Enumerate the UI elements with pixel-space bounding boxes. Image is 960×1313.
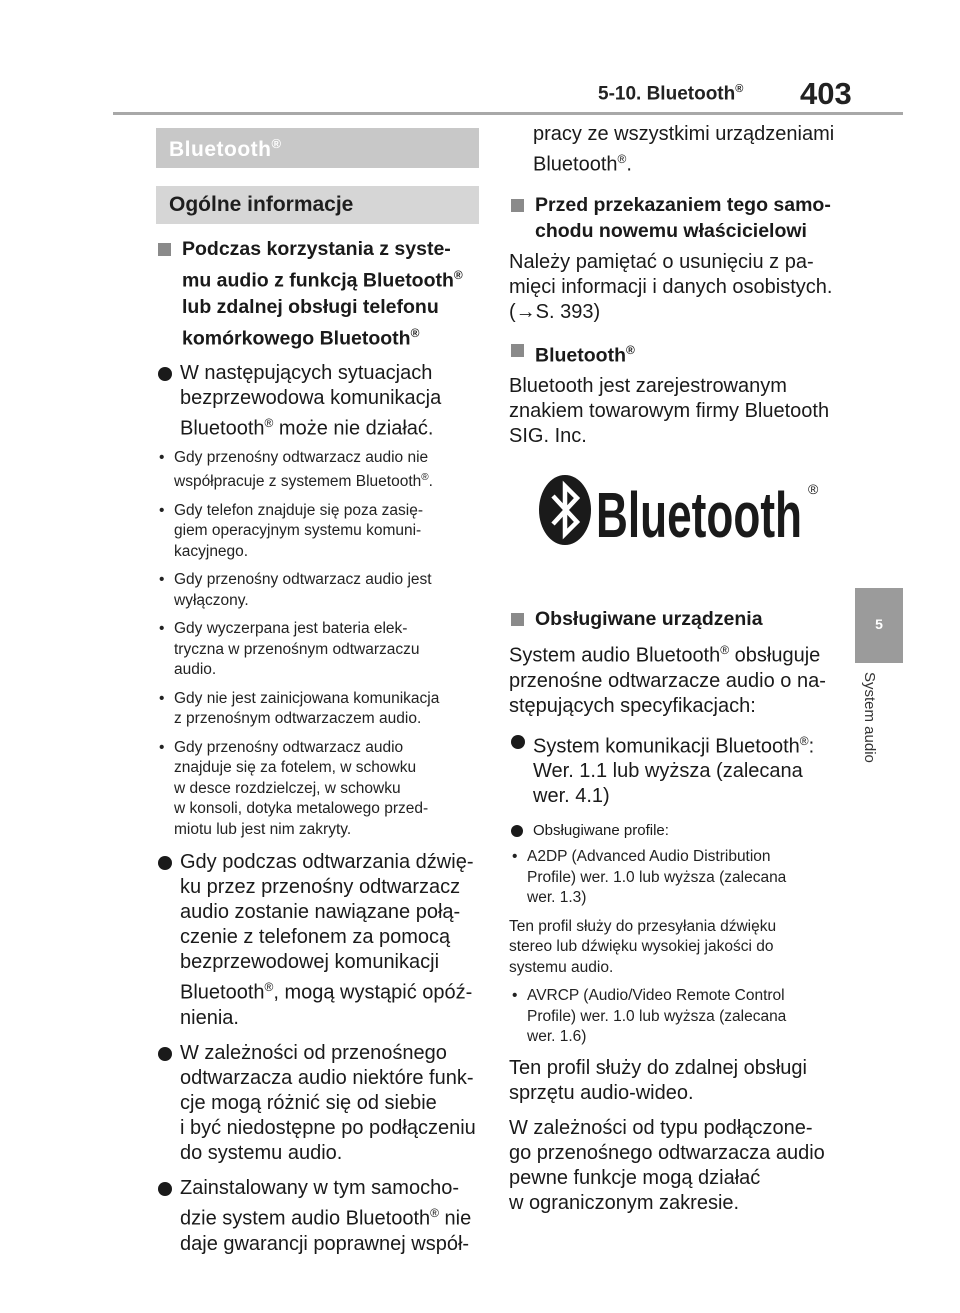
text: mu audio z funkcją Bluetooth: [182, 269, 454, 292]
paragraph: Należy pamiętać o usunięciu z pa- mięci informacji i danych osobistych. (→S. 393): [509, 250, 833, 323]
text: System komunikacji Bluetooth: [533, 735, 800, 758]
chapter-tab: [855, 588, 903, 663]
logo-wordmark: Bluetooth: [596, 479, 802, 546]
title-band: [156, 128, 479, 168]
heading-usage: [156, 236, 486, 351]
text: System audio Bluetooth: [509, 644, 721, 667]
text: obsługuje przenośne odtwarzacze audio o na- stępujących specyfikacjach:: [509, 644, 826, 717]
dot-item: [156, 1176, 486, 1257]
dot-item: [509, 729, 839, 810]
chapter-number: 5: [875, 616, 883, 632]
registered-mark: ®: [720, 643, 730, 657]
bullet-item: • A2DP (Advanced Audio Distribution Profile) wer. 1.0 lub wyższa (zalecana wer. 1.3): [509, 847, 839, 909]
paragraph: [509, 638, 839, 719]
header-rule: [113, 112, 903, 115]
text: współpracuje z systemem Bluetooth: [174, 473, 422, 491]
text: Bluetooth: [535, 344, 626, 367]
heading-before-sale: Przed przekazaniem tego samo- chodu nowemu właścicielowi: [509, 192, 839, 244]
registered-mark: ®: [430, 1205, 439, 1220]
registered-mark: ®: [264, 980, 274, 995]
text: .: [428, 473, 433, 491]
dot-item: [156, 850, 486, 1031]
registered-mark: ®: [625, 342, 635, 357]
text: komórkowego Bluetooth: [182, 327, 411, 349]
text: nie daje gwarancji poprawnej współ-: [180, 1207, 472, 1255]
heading-supported-devices: Obsługiwane urządzenia: [509, 606, 839, 632]
paragraph: Ten profil służy do zdalnej obsługi sprzętu audio-wideo.: [509, 1056, 807, 1104]
left-column: [156, 236, 486, 1263]
text: W następujących sytuacjach: [180, 362, 433, 384]
registered-mark: ®: [735, 83, 744, 95]
registered-mark: ®: [799, 733, 809, 748]
text: Zainstalowany w tym samocho- dzie system audio Bluetooth: [180, 1176, 459, 1230]
text: .: [626, 153, 632, 176]
subtitle-band: [156, 186, 479, 224]
registered-mark: ®: [264, 416, 274, 430]
registered-mark: ®: [617, 152, 627, 166]
dot-item: W zależności od przenośnego odtwarzacza audio niektóre funk- cje mogą różnić się od siebie i być niedostępne po podłączeniu do systemu audio.: [156, 1041, 486, 1166]
chapter-label: [856, 672, 880, 792]
chapter-label-text: System audio: [861, 672, 878, 763]
bluetooth-logo: [536, 474, 826, 546]
registered-mark: ®: [453, 268, 463, 282]
dot-item: Obsługiwane profile:: [509, 821, 839, 841]
paragraph: Bluetooth jest zarejestrowanym znakiem towarowym firmy Bluetooth SIG. Inc.: [509, 375, 830, 448]
continued-text: [509, 122, 839, 178]
bullet-item: • Gdy nie jest zainicjowana komunikacja z przenośnym odtwarzaczem audio.: [156, 689, 486, 730]
registered-mark: ®: [410, 325, 420, 340]
text: lub zdalnej obsługi telefonu: [182, 295, 439, 318]
text: Podczas korzystania z syste-: [182, 238, 451, 260]
bullet-item: • Gdy telefon znajduje się poza zasię- giem operacyjnym systemu komuni- kacyjnego.: [156, 501, 486, 563]
text: , mogą wystąpić opóź- nienia.: [180, 981, 473, 1029]
heading-trademark: [509, 337, 839, 369]
text: Bluetooth: [180, 417, 265, 440]
page-number: 403: [800, 76, 852, 111]
title-band-text: Bluetooth: [169, 138, 272, 161]
registered-mark: ®: [421, 472, 429, 484]
bullet-item: • Gdy wyczerpana jest bateria elek- tryczna w przenośnym odtwarzaczu audio.: [156, 619, 486, 681]
logo-registered-mark: ®: [808, 481, 819, 497]
subtitle-band-text: Ogólne informacje: [169, 193, 354, 216]
text: : Wer. 1.1 lub wyższa (zalecana wer. 4.1): [533, 735, 815, 808]
note: Ten profil służy do przesyłania dźwięku stereo lub dźwięku wysokiej jakości do systemu audio.: [509, 917, 777, 976]
bullet-item: • Gdy przenośny odtwarzacz audio jest wyłączony.: [156, 570, 486, 611]
right-column: [509, 122, 839, 459]
right-column-lower: [509, 606, 839, 1226]
bullet-item: • AVRCP (Audio/Video Remote Control Profile) wer. 1.0 lub wyższa (zalecana wer. 1.6): [509, 986, 839, 1048]
text: może nie działać.: [273, 417, 434, 440]
section-title-text: 5-10. Bluetooth: [598, 83, 736, 105]
text: pracy ze wszystkimi urządzeniami Bluetooth: [533, 123, 835, 176]
text: Gdy podczas odtwarzania dźwię- ku przez przenośny odtwarzacz audio zostanie nawiązane połą- czenie z telefonem za pomocą bezprzewodowej komunikacji Bluetooth: [180, 851, 474, 1004]
dot-item: [156, 361, 486, 442]
paragraph: W zależności od typu podłączone- go przenośnego odtwarzacza audio pewne funkcje mogą działać w ograniczonym zakresie.: [509, 1116, 825, 1214]
text: Gdy przenośny odtwarzacz audio nie: [174, 448, 429, 466]
bullet-item: • Gdy przenośny odtwarzacz audio znajduje się za fotelem, w schowku w desce rozdzielczej, w schowku w konsoli, dotyka metalowego przed- miotu lub jest nim zakryty.: [156, 738, 486, 841]
bluetooth-rune-icon: [536, 474, 826, 546]
registered-mark: ®: [271, 136, 282, 151]
bullet-item: [156, 448, 486, 493]
text: bezprzewodowa komunikacja: [180, 387, 442, 409]
section-title: [598, 83, 743, 105]
